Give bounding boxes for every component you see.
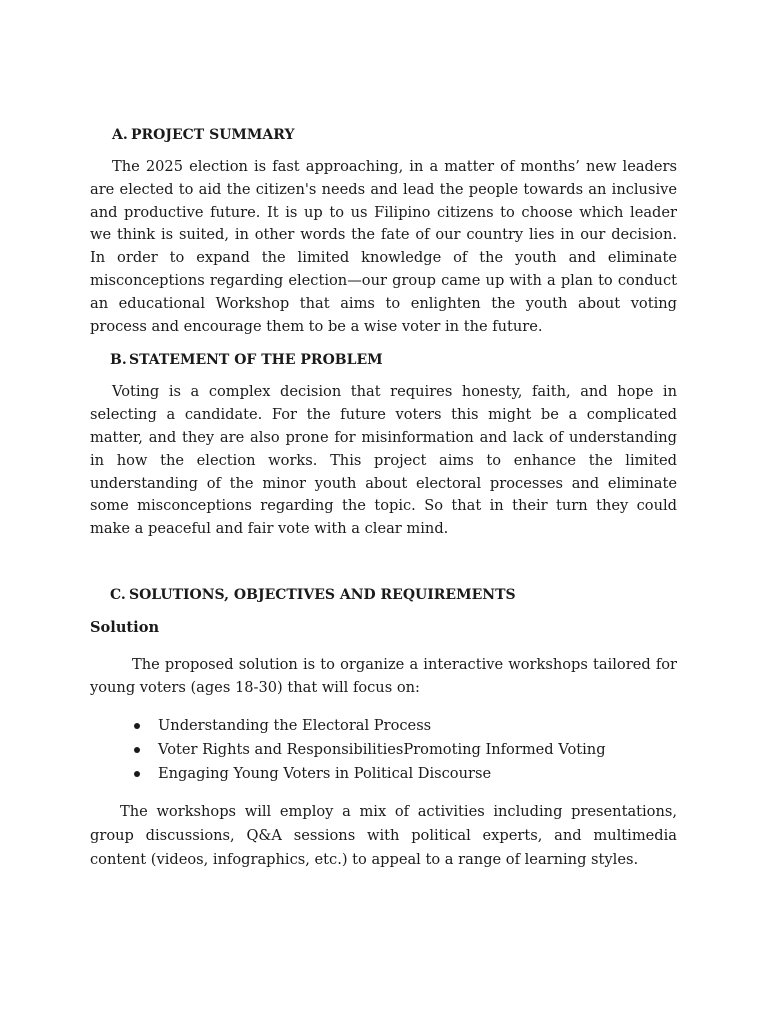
list-item-text: Engaging Young Voters in Political Discourse: [158, 764, 492, 782]
bullet-icon: [134, 771, 140, 777]
section-c-letter: C.: [110, 586, 126, 603]
list-item: [90, 714, 677, 738]
section-b-letter: B.: [110, 352, 127, 369]
section-c-heading: [110, 584, 677, 606]
focus-list: [90, 714, 677, 786]
list-item-text: Voter Rights and ResponsibilitiesPromoting Informed Voting: [158, 740, 606, 758]
section-c-title: SOLUTIONS, OBJECTIVES AND REQUIREMENTS: [129, 586, 516, 603]
project-summary-paragraph: The 2025 election is fast approaching, in a matter of months’ new leaders are elected to aid the citizen's needs and lead the people towards an inclusive and productive future. It is up to us Filipino citizens to choose which leader we think is suited, in other words the fate of our country lies in our decision. In order to expand the limited knowledge of the youth and eliminate misconceptions regarding election—our group came up with a plan to conduct an educational Workshop that aims to enlighten the youth about voting process and encourage them to be a wise voter in the future.: [90, 158, 677, 335]
section-b-heading: [110, 349, 677, 371]
bullet-icon: [134, 747, 140, 753]
section-a-heading: [112, 124, 677, 146]
workshop-description-paragraph: The workshops will employ a mix of activities including presentations, group discussions, Q&A sessions with political experts, and multimedia content (videos, infographics, etc.) to appeal to a range of learning styles.: [90, 802, 677, 869]
list-item: [90, 738, 677, 762]
problem-statement-paragraph: Voting is a complex decision that requires honesty, faith, and hope in selecting a candidate. For the future voters this might be a complicated matter, and they are also prone for misinformation and lack of understanding in how the election works. This project aims to enhance the limited understanding of the minor youth about electoral processes and eliminate some misconceptions regarding the topic. So that in their turn they could make a peaceful and fair vote with a clear mind.: [90, 383, 677, 538]
section-a-title: PROJECT SUMMARY: [131, 127, 295, 143]
list-item-text: Understanding the Electoral Process: [158, 716, 432, 734]
solution-intro-paragraph: The proposed solution is to organize a interactive workshops tailored for young voters (ages 18-30) that will focus on:: [90, 655, 677, 696]
solution-label: Solution: [90, 618, 160, 636]
bullet-icon: [134, 723, 140, 729]
section-b-title: STATEMENT OF THE PROBLEM: [129, 352, 383, 369]
document-page: [90, 124, 677, 872]
list-item: [90, 762, 677, 786]
section-a-letter: A.: [112, 127, 128, 143]
